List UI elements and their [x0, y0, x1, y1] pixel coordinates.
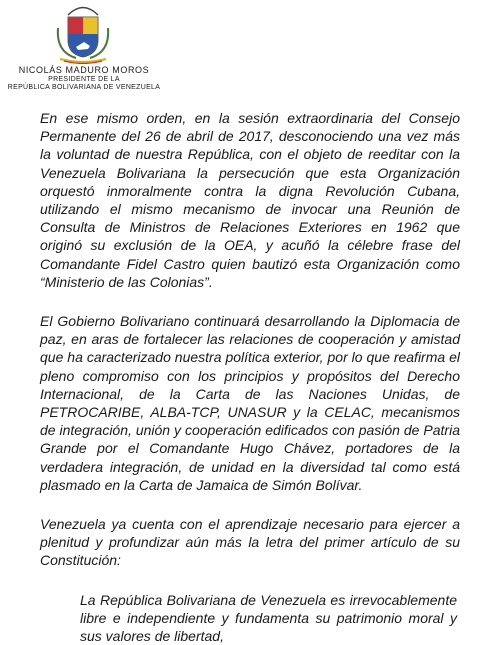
paragraph-oea-session: En ese mismo orden, en la sesión extraordinaria del Consejo Permanente del 26 de abril de 2017, desconociendo una vez más la voluntad de nuestra República, con el objeto de reeditar con la Venezuela Bolivariana la persecución que esta Organización orquestó inmoralmente contra la digna Revolución Cubana, utilizando el mismo mecanismo de invocar una Reunión de Consulta de Ministros de Relaciones Exteriores en 1962 que originó su exclusión de la OEA, y acuñó la célebre frase del Comandante Fidel Castro quien bautizó esta Organización como “Ministerio de las Colonias”.: [40, 110, 460, 290]
document-body: [40, 109, 460, 645]
sender-title-line-1: PRESIDENTE DE LA: [48, 75, 120, 83]
constitution-quote: La República Bolivariana de Venezuela es irrevocablemente libre e independiente y fundamenta su patrimonio moral y sus valores de libertad,: [80, 591, 457, 645]
paragraph-constitution-intro: Venezuela ya cuenta con el aprendizaje necesario para ejercer a plenitud y profundizar aún más la letra del primer artículo de su Constitución:: [40, 516, 460, 569]
venezuela-coat-of-arms-icon: [50, 2, 116, 64]
sender-name: NICOLÁS MADURO MOROS: [18, 65, 150, 75]
letterhead: [0, 0, 480, 100]
sender-title-line-2: REPÚBLICA BOLIVARIANA DE VENEZUELA: [7, 83, 161, 91]
paragraph-diplomacy: El Gobierno Bolivariano continuará desarrollando la Diplomacia de paz, en aras de fortalecer las relaciones de cooperación y amistad que ha caracterizado nuestra política exterior, por lo que reafirma el pleno compromiso con los principios y propósitos del Derecho Internacional, de la Carta de las Naciones Unidas, de PETROCARIBE, ALBA-TCP, UNASUR y la CELAC, mecanismos de integración, unión y cooperación edificados con pasión de Patria Grande por el Comandante Hugo Chávez, portadores de la verdadera integración, de unidad en la diversidad tal como está plasmado en la Carta de Jamaica de Simón Bolívar.: [40, 313, 460, 493]
sender-block: [0, 66, 168, 91]
